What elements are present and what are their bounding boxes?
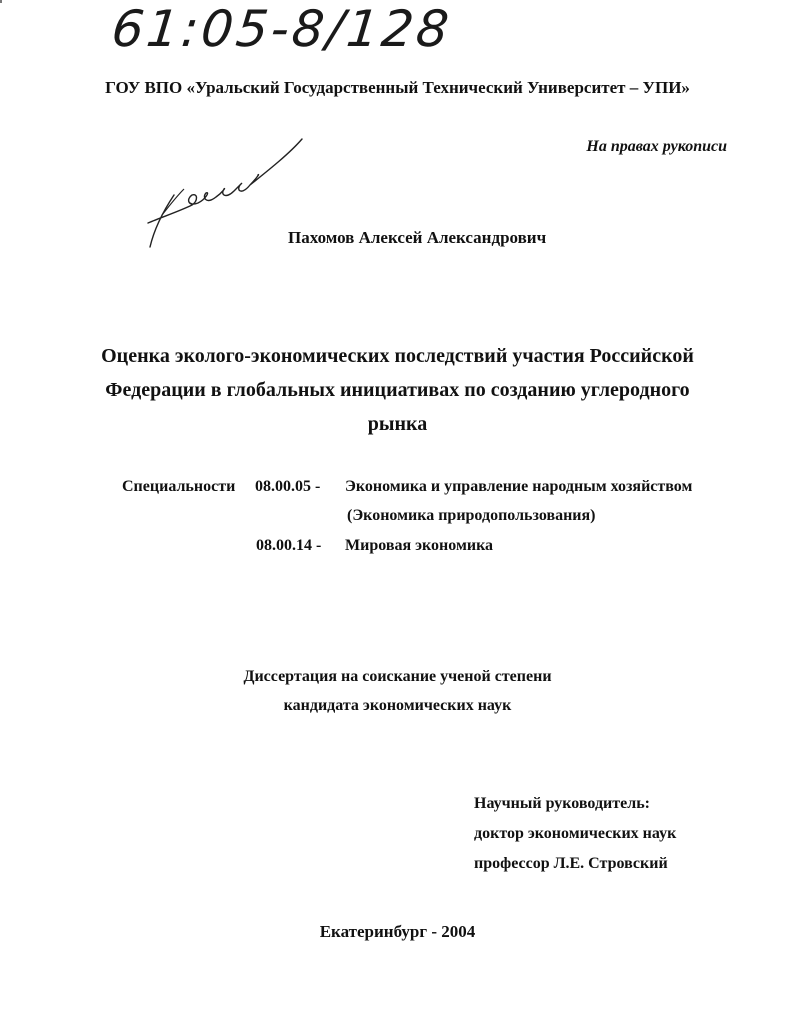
specialties-label: Специальности <box>122 478 236 495</box>
degree-statement <box>0 662 795 720</box>
degree-line: кандидата экономических наук <box>283 697 512 714</box>
specialty-name: Экономика и управление народным хозяйством <box>345 478 693 495</box>
scan-speck <box>0 0 2 3</box>
degree-line: Диссертация на соискание ученой степени <box>243 668 552 685</box>
specialty-name: Мировая экономика <box>345 537 494 554</box>
supervisor-block <box>474 789 676 879</box>
archive-code: 61:05-8/128 <box>108 0 455 58</box>
supervisor-name: профессор Л.Е. Стровский <box>474 855 668 872</box>
supervisor-title: Научный руководитель: <box>474 795 650 812</box>
dissertation-title <box>0 339 795 441</box>
author-name: Пахомов Алексей Александрович <box>288 228 547 247</box>
specialty-subname: (Экономика природопользования) <box>347 507 596 524</box>
specialty-code: 08.00.14 - <box>256 537 322 554</box>
author-signature <box>140 135 310 255</box>
title-line: рынка <box>367 413 428 435</box>
supervisor-degree: доктор экономических наук <box>474 825 677 842</box>
university-name: ГОУ ВПО «Уральский Государственный Технический Университет – УПИ» <box>105 78 690 97</box>
title-line: Федерации в глобальных инициативах по созданию углеродного <box>105 379 690 401</box>
rights-note: На правах рукописи <box>586 138 727 155</box>
title-line: Оценка эколого-экономических последствий участия Российской <box>101 345 694 367</box>
specialty-code: 08.00.05 - <box>255 478 321 495</box>
city-year: Екатеринбург - 2004 <box>319 922 476 941</box>
